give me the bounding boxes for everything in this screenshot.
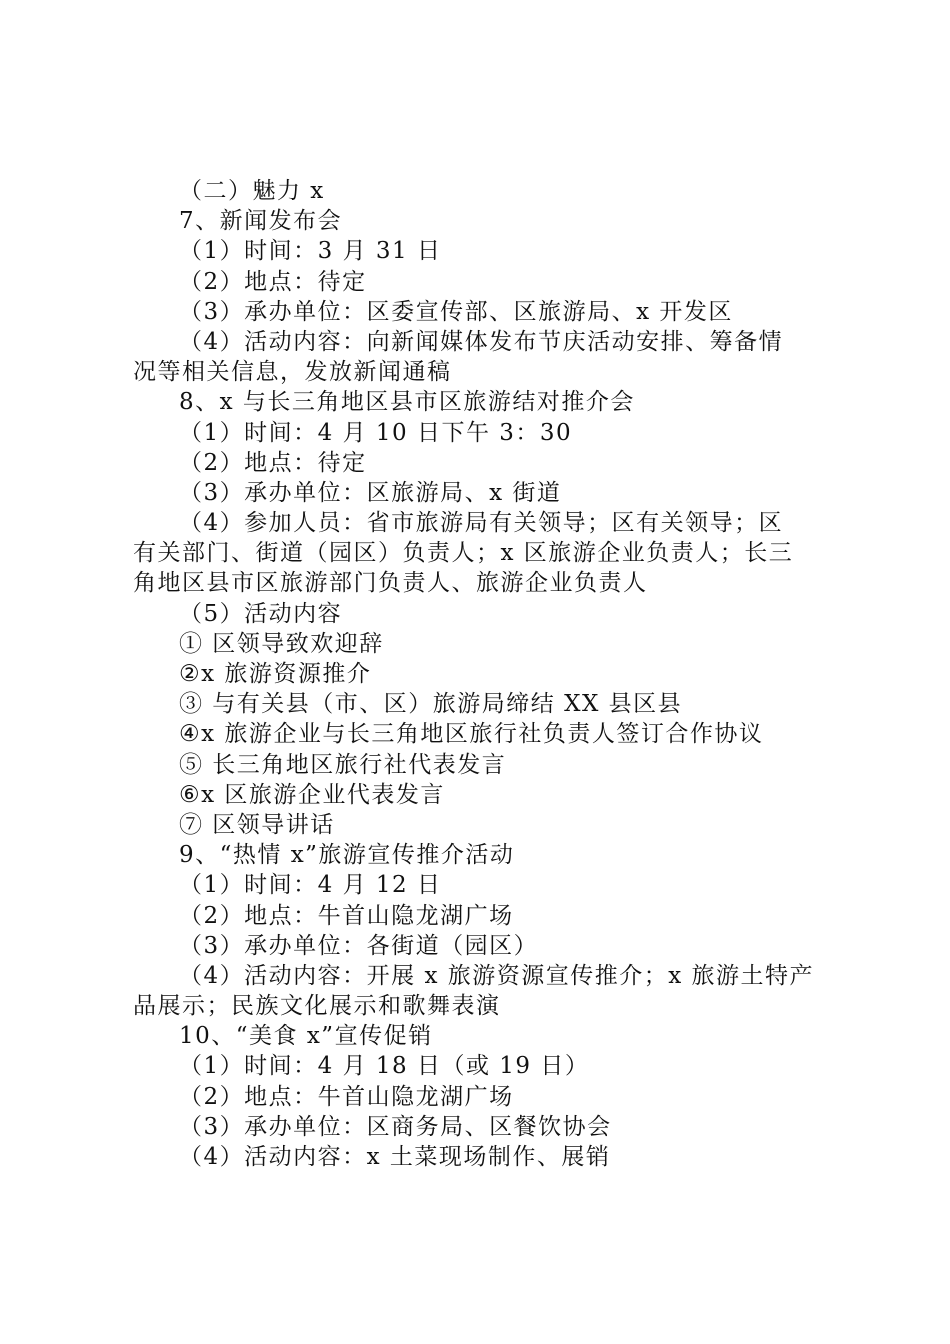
text-line: （4）活动内容：开展 x 旅游资源宣传推介；x 旅游土特产 bbox=[179, 962, 815, 989]
text-line: （4）活动内容：向新闻媒体发布节庆活动安排、筹备情 bbox=[179, 328, 784, 355]
text-line: （5）活动内容 bbox=[179, 600, 343, 627]
text-line: 品展示；民族文化展示和歌舞表演 bbox=[133, 993, 501, 1020]
text-line: （2）地点：待定 bbox=[179, 268, 367, 295]
list-item: ④x 旅游企业与长三角地区旅行社负责人签订合作协议 bbox=[179, 721, 764, 748]
list-item: ③ 与有关县（市、区）旅游局缔结 XX 县区县 bbox=[179, 691, 683, 718]
item-heading: 10、“美食 x”宣传促销 bbox=[179, 1023, 433, 1050]
text-line: （2）地点：牛首山隐龙湖广场 bbox=[179, 1083, 514, 1110]
list-item: ① 区领导致欢迎辞 bbox=[179, 630, 384, 657]
item-heading: 8、x 与长三角地区县市区旅游结对推介会 bbox=[179, 389, 635, 416]
list-item: ⑦ 区领导讲话 bbox=[179, 811, 335, 838]
list-item: ⑤ 长三角地区旅行社代表发言 bbox=[179, 751, 507, 778]
text-line: （1）时间：4 月 12 日 bbox=[179, 872, 442, 899]
text-line: （1）时间：3 月 31 日 bbox=[179, 238, 442, 265]
document-body bbox=[133, 176, 833, 1172]
text-line: （2）地点：待定 bbox=[179, 449, 367, 476]
section-heading: （二）魅力 x bbox=[179, 178, 325, 204]
text-line: 况等相关信息，发放新闻通稿 bbox=[133, 359, 452, 386]
item-heading: 9、“热情 x”旅游宣传推介活动 bbox=[179, 842, 515, 869]
item-heading: 7、新闻发布会 bbox=[179, 208, 343, 235]
text-line: （3）承办单位：区委宣传部、区旅游局、x 开发区 bbox=[179, 298, 733, 325]
text-line: （4）参加人员：省市旅游局有关领导；区有关领导；区 bbox=[179, 510, 784, 537]
text-line: （3）承办单位：区商务局、区餐饮协会 bbox=[179, 1113, 612, 1140]
text-line: （3）承办单位：区旅游局、x 街道 bbox=[179, 479, 562, 506]
text-line: （1）时间：4 月 10 日下午 3：30 bbox=[179, 419, 573, 446]
text-line: 有关部门、街道（园区）负责人；x 区旅游企业负责人；长三 bbox=[133, 540, 794, 567]
text-line: （2）地点：牛首山隐龙湖广场 bbox=[179, 902, 514, 929]
text-line: 角地区县市区旅游部门负责人、旅游企业负责人 bbox=[133, 570, 648, 597]
text-line: （3）承办单位：各街道（园区） bbox=[179, 932, 539, 959]
list-item: ⑥x 区旅游企业代表发言 bbox=[179, 781, 445, 808]
text-line: （1）时间：4 月 18 日（或 19 日） bbox=[179, 1053, 590, 1080]
list-item: ②x 旅游资源推介 bbox=[179, 661, 372, 687]
text-line: （4）活动内容：x 土菜现场制作、展销 bbox=[179, 1144, 611, 1170]
